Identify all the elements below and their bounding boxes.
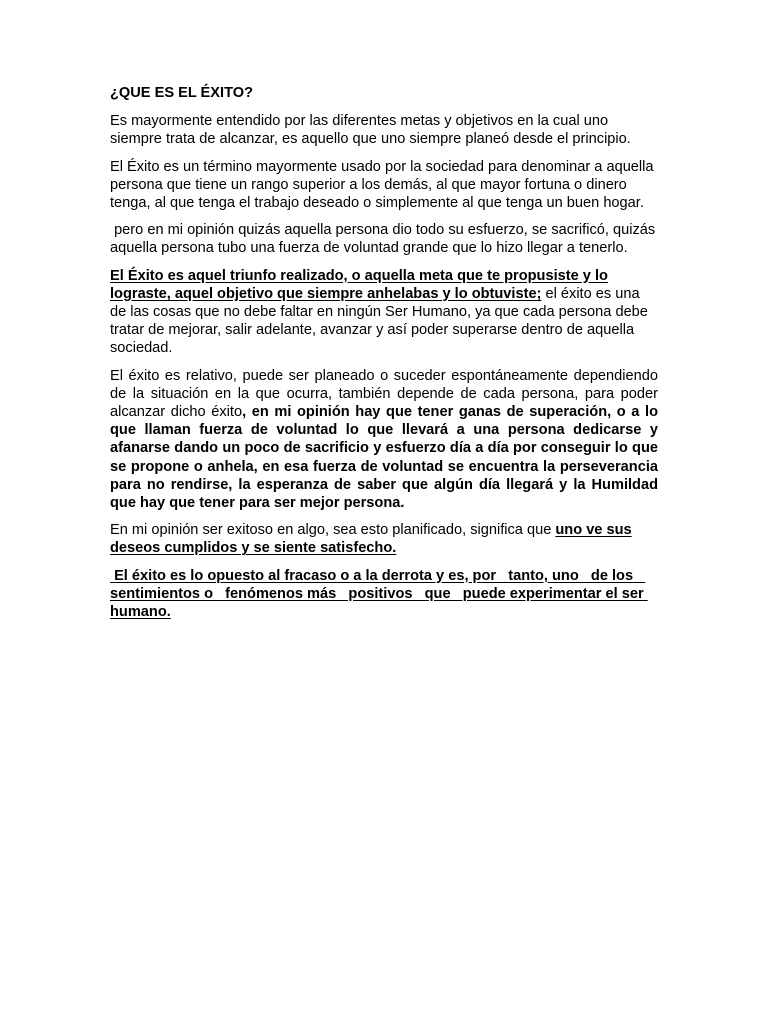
paragraph-5-bold: , en mi opinión hay que tener ganas de superación, o a lo que llaman fuerza de voluntad lo que llevará a una persona dedicarse y afanarse dando un poco de sacrificio y esfuerzo día a día por conseguir lo que se propone o anhela, en esa fuerza de voluntad se encuentra la perseverancia para no rendirse, la esperanza de saber que algún día llegará y la Humildad que hay que tener para ser mejor persona. <box>110 404 658 512</box>
paragraph-2: El Éxito es un término mayormente usado por la sociedad para denominar a aquella persona que tiene un rango superior a los demás, al que mayor fortuna o dinero tenga, al que tenga el trabajo deseado o simplemente al que tenga un buen hogar. <box>110 158 654 212</box>
document-page <box>110 84 658 630</box>
paragraph-6-plain: En mi opinión ser exitoso en algo, sea esto planificado, significa que <box>110 522 556 539</box>
paragraph-6 <box>110 521 658 557</box>
document-title: ¿QUE ES EL ÉXITO? <box>110 85 253 101</box>
paragraph-3: pero en mi opinión quizás aquella persona dio todo su esfuerzo, se sacrificó, quizás aquella persona tubo una fuerza de voluntad grande que lo hizo llegar a tenerlo. <box>110 222 660 257</box>
paragraph-5 <box>110 367 658 513</box>
paragraph-4 <box>110 267 658 358</box>
paragraph-4-rest: el éxito es una de las cosas que no debe faltar en ningún Ser Humano, ya que cada persona debe tratar de mejorar, salir adelante, avanzar y así poder superarse dentro de aquella sociedad. <box>110 285 648 357</box>
paragraph-7-bold-underlined: El éxito es lo opuesto al fracaso o a la derrota y es, por tanto, uno de los sentimientos o fenómenos más positivos que puede experimentar el ser humano. <box>110 567 648 621</box>
paragraph-1: Es mayormente entendido por las diferentes metas y objetivos en la cual uno siempre trata de alcanzar, es aquello que uno siempre planeó desde el principio. <box>110 113 631 148</box>
paragraph-6-bold-underlined: uno ve sus deseos cumplidos y se siente satisfecho. <box>110 522 632 557</box>
paragraph-4-bold-underlined: El Éxito es aquel triunfo realizado, o aquella meta que te propusiste y lo lograste, aquel objetivo que siempre anhelabas y lo obtuviste; <box>110 267 608 302</box>
paragraph-5-plain: El éxito es relativo, puede ser planeado o suceder espontáneamente dependiendo de la situación en la que ocurra, también depende de cada persona, para poder alcanzar dicho éxito <box>110 367 658 421</box>
paragraph-7 <box>110 567 658 622</box>
